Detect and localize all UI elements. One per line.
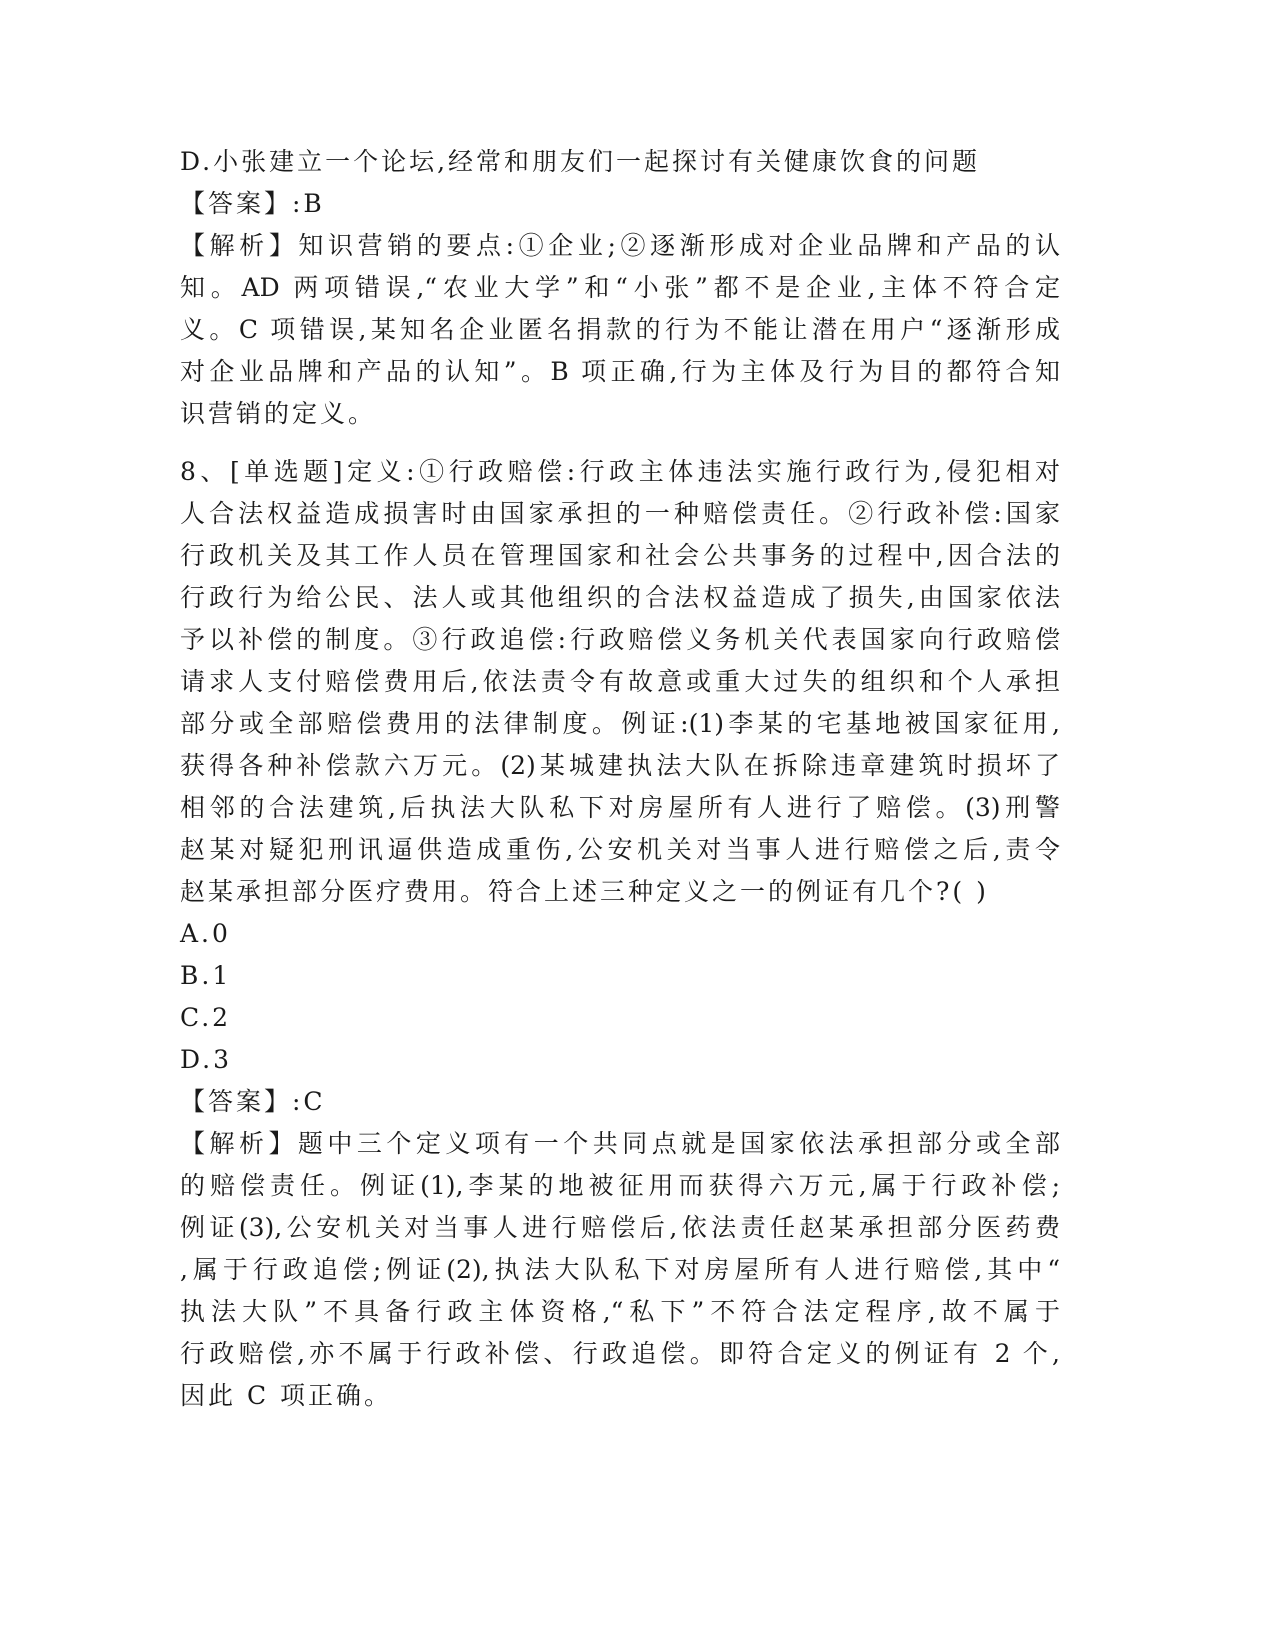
analysis-line: 执法大队”不具备行政主体资格,“私下”不符合法定程序,故不属于	[180, 1297, 1060, 1326]
answer-line: 【答案】:B	[180, 189, 325, 218]
question-stem-line: 部分或全部赔偿费用的法律制度。例证:(1)李某的宅基地被国家征用,	[180, 709, 1060, 738]
question-stem-line: 予以补偿的制度。③行政追偿:行政赔偿义务机关代表国家向行政赔偿	[180, 625, 1060, 654]
answer-line: 【答案】:C	[180, 1087, 326, 1116]
question-stem-line: 赵某承担部分医疗费用。符合上述三种定义之一的例证有几个?( )	[180, 877, 989, 906]
analysis-line: 行政赔偿,亦不属于行政补偿、行政追偿。即符合定义的例证有 2 个,	[180, 1339, 1060, 1368]
question-stem-line: 相邻的合法建筑,后执法大队私下对房屋所有人进行了赔偿。(3)刑警	[180, 793, 1060, 822]
question-stem-line: 请求人支付赔偿费用后,依法责令有故意或重大过失的组织和个人承担	[180, 667, 1060, 696]
analysis-line: 【解析】题中三个定义项有一个共同点就是国家依法承担部分或全部	[180, 1129, 1060, 1158]
option-a: A.0	[180, 919, 231, 948]
question-stem-line: 行政行为给公民、法人或其他组织的合法权益造成了损失,由国家依法	[180, 583, 1060, 612]
analysis-line: 例证(3),公安机关对当事人进行赔偿后,依法责任赵某承担部分医药费	[180, 1213, 1060, 1242]
analysis-line: 知。AD 两项错误,“农业大学”和“小张”都不是企业,主体不符合定	[180, 273, 1060, 302]
question-stem-line: 行政机关及其工作人员在管理国家和社会公共事务的过程中,因合法的	[180, 541, 1060, 570]
analysis-line: ,属于行政追偿;例证(2),执法大队私下对房屋所有人进行赔偿,其中“	[180, 1255, 1060, 1284]
question-stem-line: 赵某对疑犯刑讯逼供造成重伤,公安机关对当事人进行赔偿之后,责令	[180, 835, 1060, 864]
analysis-line: 的赔偿责任。例证(1),李某的地被征用而获得六万元,属于行政补偿;	[180, 1171, 1060, 1200]
question-stem-line: 8、[单选题]定义:①行政赔偿:行政主体违法实施行政行为,侵犯相对	[180, 457, 1060, 486]
analysis-line: 对企业品牌和产品的认知”。B 项正确,行为主体及行为目的都符合知	[180, 357, 1060, 386]
option-d: D.3	[180, 1045, 233, 1074]
option-b: B.1	[180, 961, 232, 990]
analysis-line: 义。C 项错误,某知名企业匿名捐款的行为不能让潜在用户“逐渐形成	[180, 315, 1060, 344]
option-d-text: D.小张建立一个论坛,经常和朋友们一起探讨有关健康饮食的问题	[180, 147, 981, 176]
option-c: C.2	[180, 1003, 232, 1032]
analysis-line: 【解析】知识营销的要点:①企业;②逐渐形成对企业品牌和产品的认	[180, 231, 1060, 260]
question-stem-line: 获得各种补偿款六万元。(2)某城建执法大队在拆除违章建筑时损坏了	[180, 751, 1060, 780]
question-stem-line: 人合法权益造成损害时由国家承担的一种赔偿责任。②行政补偿:国家	[180, 499, 1060, 528]
analysis-line: 因此 C 项正确。	[180, 1381, 393, 1410]
analysis-line: 识营销的定义。	[180, 399, 377, 428]
